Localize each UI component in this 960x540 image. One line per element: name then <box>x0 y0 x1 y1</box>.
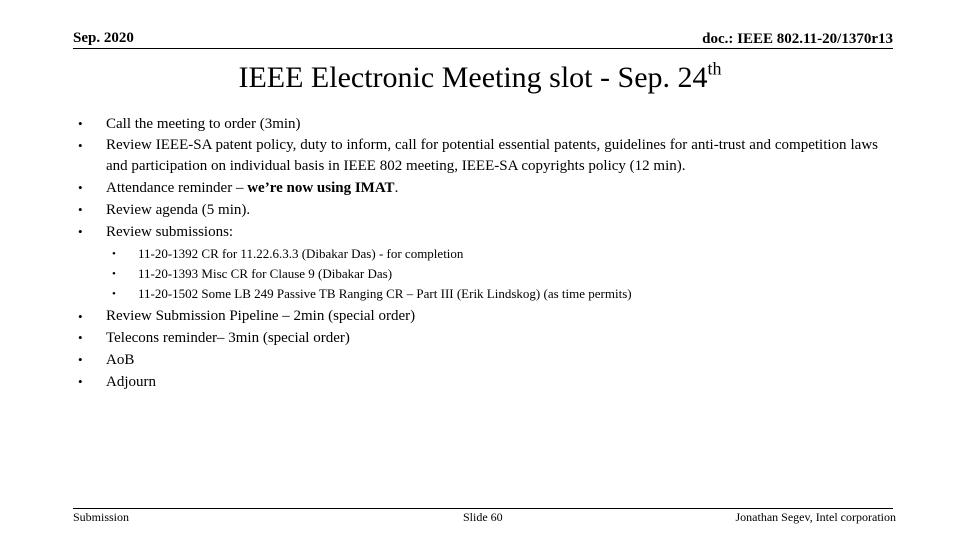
header-doc-id: doc.: IEEE 802.11-20/1370r13 <box>702 31 893 47</box>
agenda-item-review-policy <box>78 135 878 177</box>
submission-item <box>78 284 878 304</box>
submission-item <box>78 264 878 284</box>
attendance-suffix: . <box>394 180 399 196</box>
submission-item <box>78 244 878 264</box>
bullet-icon: • <box>78 309 83 324</box>
attendance-emphasis: we’re now using IMAT <box>247 180 395 196</box>
footer-rule <box>73 508 893 509</box>
agenda-item-telecons <box>78 327 878 349</box>
agenda-item-pipeline <box>78 306 878 327</box>
agenda-list <box>78 113 878 393</box>
header-rule <box>73 48 893 49</box>
footer-author: Jonathan Segev, Intel corporation <box>735 510 896 524</box>
sub-bullet-icon: • <box>112 248 116 260</box>
bullet-icon: • <box>78 224 83 239</box>
submission-text: 11-20-1392 CR for 11.22.6.3.3 (Dibakar Das) - for completion <box>138 246 464 261</box>
bullet-icon: • <box>78 330 83 345</box>
agenda-item-attendance <box>78 177 878 199</box>
slide-title-superscript: th <box>707 58 722 79</box>
agenda-item-review-agenda <box>78 199 878 221</box>
agenda-item-review-submissions <box>78 221 878 243</box>
bullet-icon: • <box>78 138 83 153</box>
submission-text: 11-20-1502 Some LB 249 Passive TB Ranging CR – Part III (Erik Lindskog) (as time permits) <box>138 286 632 301</box>
agenda-item-text: AoB <box>106 352 135 368</box>
bullet-icon: • <box>78 116 83 131</box>
agenda-item-text: Review submissions: <box>106 224 234 240</box>
agenda-item-text: Review IEEE-SA patent policy, duty to inform, call for potential essential patents, guidelines for anti-trust and competition laws and participation on individual basis in IEEE 802 meeting, IEEE-SA copyrights policy (12 min). <box>106 137 878 174</box>
slide-title-main: IEEE Electronic Meeting slot - Sep. 24 <box>238 61 708 94</box>
footer-slide-number: Slide 60 <box>463 510 503 524</box>
submission-text: 11-20-1393 Misc CR for Clause 9 (Dibakar Das) <box>138 266 393 281</box>
sub-bullet-icon: • <box>112 288 116 300</box>
sub-bullet-icon: • <box>112 268 116 280</box>
attendance-prefix: Attendance reminder – <box>106 180 248 196</box>
bullet-icon: • <box>78 352 83 367</box>
agenda-item-text: Review agenda (5 min). <box>106 202 251 218</box>
slide-title <box>0 56 960 100</box>
header-date: Sep. 2020 <box>73 30 134 46</box>
agenda-item-text: Call the meeting to order (3min) <box>106 116 301 132</box>
agenda-item-text: Review Submission Pipeline – 2min (special order) <box>106 308 416 324</box>
footer-submission: Submission <box>73 510 130 524</box>
agenda-item-text: Adjourn <box>106 374 156 390</box>
bullet-icon: • <box>78 202 83 217</box>
bullet-icon: • <box>78 374 83 389</box>
agenda-item-adjourn <box>78 371 878 393</box>
agenda-item-aob <box>78 349 878 371</box>
bullet-icon: • <box>78 180 83 195</box>
agenda-item-call <box>78 113 878 135</box>
agenda-item-text: Telecons reminder– 3min (special order) <box>106 330 350 346</box>
agenda-item-text <box>106 177 878 199</box>
